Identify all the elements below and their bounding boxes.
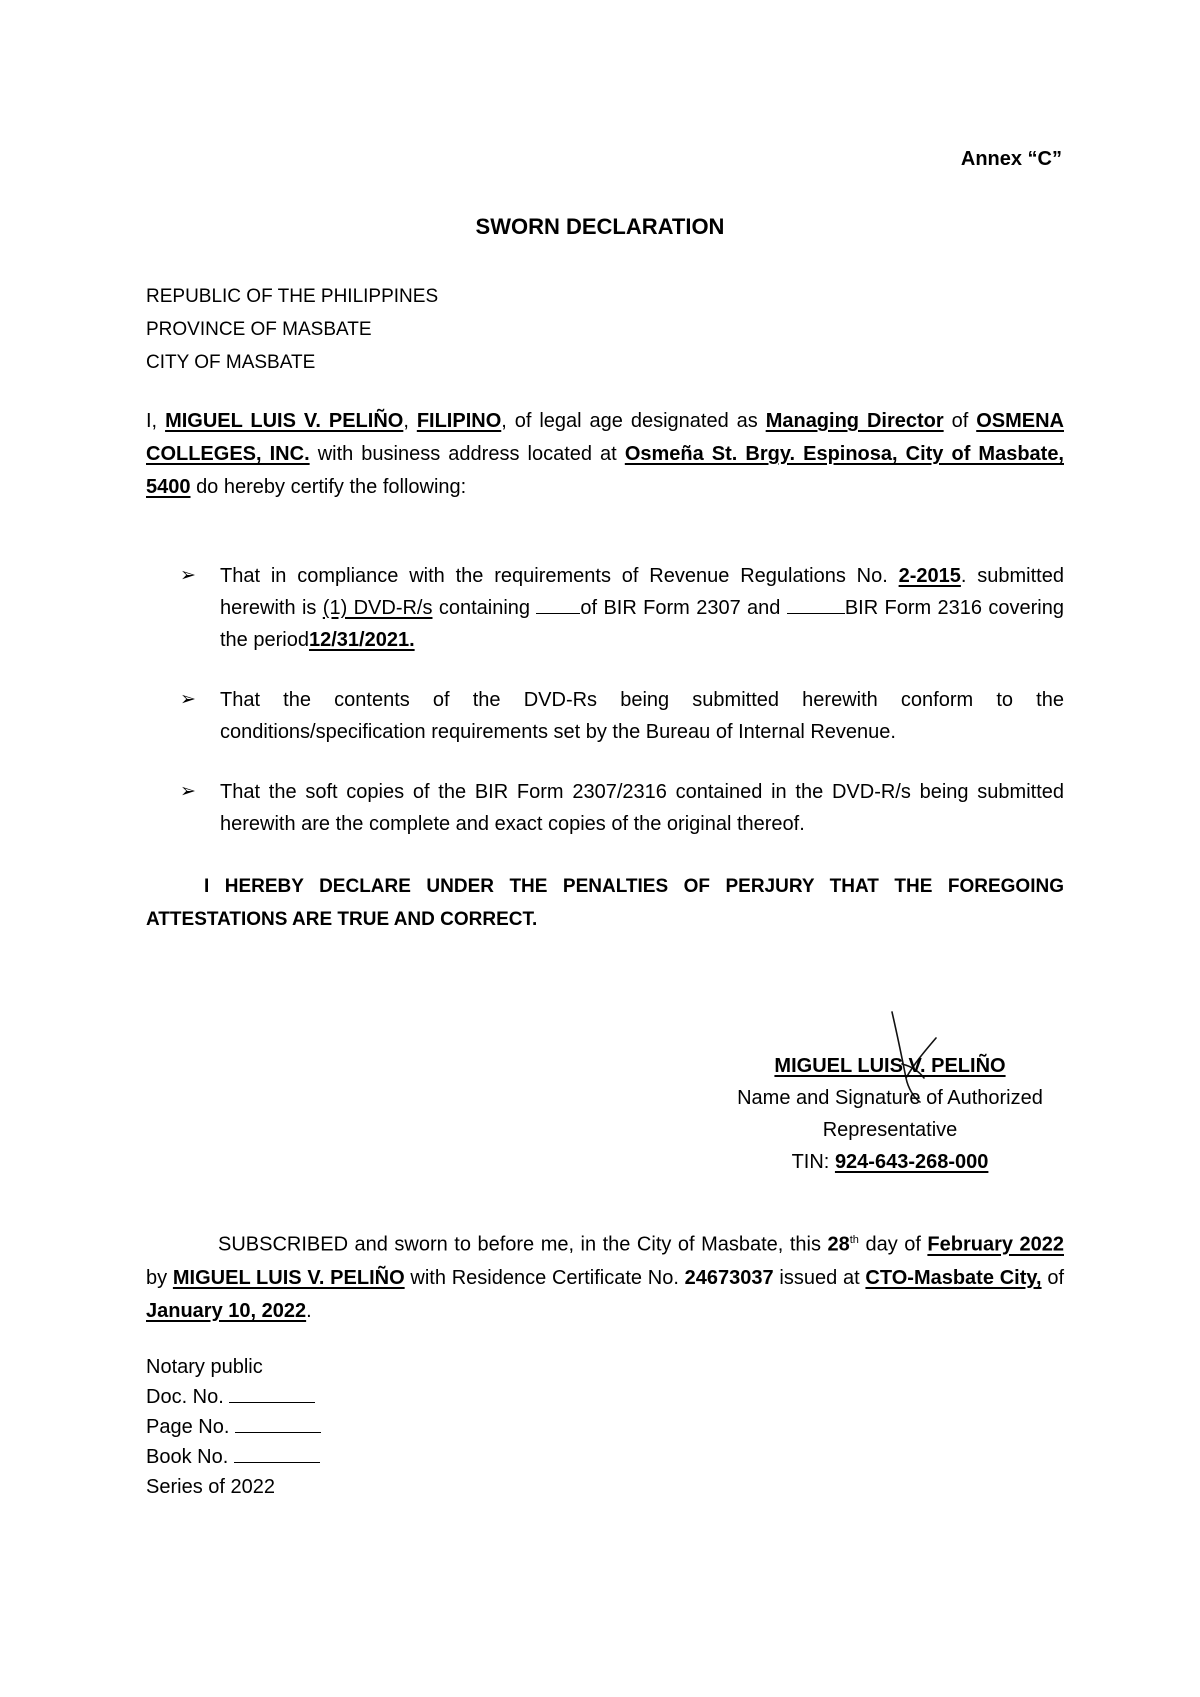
book-number-label: Book No. [146,1446,229,1468]
series-line: Series of 2022 [146,1476,275,1498]
bullet1-text-a: That in compliance with the requirements of Revenue Regulations No. [220,565,888,587]
tin-label: TIN: [791,1151,830,1173]
list-item [180,684,1064,748]
jurat-text-a: SUBSCRIBED and sworn to before me, in the City of Masbate, this [218,1233,821,1256]
tin-number: 924-643-268-000 [834,1151,989,1173]
document-title: SWORN DECLARATION [475,214,725,239]
bullet1-text-d: of BIR Form 2307 and [580,597,781,619]
bullet1-text-c: containing [438,597,531,619]
jurat-name: MIGUEL LUIS V. PELIÑO [172,1266,405,1289]
book-number-blank [234,1444,320,1463]
intro-text-4: do hereby certify the following: [196,476,467,498]
page-number-blank [235,1414,321,1433]
jurat-day-suffix: th [849,1234,859,1246]
jurat-day: 28 [827,1233,850,1256]
doc-number-line [146,1382,321,1412]
arrow-bullet-icon: ➢ [180,689,196,710]
intro-text-2: of [951,410,969,432]
business-address: Osmeña St. Brgy. Espinosa, City of Masbate, 5400 [146,443,1064,498]
certification-list [180,560,1064,868]
revenue-regulation-number: 2-2015 [898,565,961,587]
intro-text-3: with business address located at [317,443,617,465]
doc-number-blank [229,1384,315,1403]
residence-cert-number: 24673037 [684,1266,774,1289]
book-number-line [146,1442,321,1472]
jurat-text-c: by [146,1266,168,1289]
issue-place: CTO-Masbate City, [865,1266,1042,1289]
annex-label: Annex “C” [960,148,1062,170]
declarant-nationality: FILIPINO [416,410,502,432]
signature-caption-1: Name and Signature of Authorized [737,1087,1043,1109]
tin-line [680,1146,1100,1178]
doc-number-label: Doc. No. [146,1386,224,1408]
jurat-month: February 2022 [927,1233,1064,1256]
blank-2316-count [787,595,845,614]
signature-caption-2: Representative [822,1119,958,1141]
list-item [180,560,1064,656]
arrow-bullet-icon: ➢ [180,565,196,586]
jurat-paragraph [146,1224,1064,1328]
covered-period: 12/31/2021. [308,629,415,651]
venue-city: CITY OF MASBATE [146,352,316,373]
bullet2-text: That the contents of the DVD-Rs being submitted herewith conform to the conditions/specification requirements set by the Bureau of Internal Revenue. [220,689,1064,743]
intro-prefix: I, [146,410,158,432]
jurat-text-e: issued at [779,1266,860,1289]
arrow-bullet-icon: ➢ [180,781,196,802]
bullet1-text-b: . submitted herewith is [220,565,1064,619]
blank-2307-count [536,595,580,614]
company-name: OSMENA COLLEGES, INC. [146,410,1064,465]
jurat-text-f: of [1047,1266,1065,1289]
list-item [180,776,1064,840]
page-number-label: Page No. [146,1416,230,1438]
jurat-text-b: day of [865,1233,921,1256]
bullet3-text: That the soft copies of the BIR Form 2307/2316 contained in the DVD-R/s being submitted herewith are the complete and exact copies of the original thereof. [220,781,1064,835]
signatory-name: MIGUEL LUIS V. PELIÑO [774,1055,1006,1077]
venue-province: PROVINCE OF MASBATE [146,319,372,340]
intro-paragraph: I, MIGUEL LUIS V. PELIÑO, FILIPINO, of legal age designated as Managing Director of OSMENA COLLEGES, INC. with business address located at Osmeña St. Brgy. Espinosa, City of Masbate, 5400 do hereby certify the following: [146,410,1064,498]
declarant-position: Managing Director [765,410,944,432]
issue-date: January 10, 2022 [146,1299,307,1322]
jurat-text-d: with Residence Certificate No. [410,1266,679,1289]
notary-title: Notary public [146,1356,263,1378]
dvd-count: (1) DVD-R/s [322,597,433,619]
venue-block [146,280,438,379]
venue-republic: REPUBLIC OF THE PHILIPPINES [146,286,439,307]
jurat-text-g: . [306,1299,312,1322]
bullet1-text-e: BIR Form 2316 covering the period [220,597,1064,651]
perjury-declaration: I HEREBY DECLARE UNDER THE PENALTIES OF PERJURY THAT THE FOREGOING ATTESTATIONS ARE TRUE AND CORRECT. [146,876,1064,930]
intro-text-1: , of legal age designated as [501,410,758,432]
declarant-name: MIGUEL LUIS V. PELIÑO [165,410,404,432]
notary-block [146,1352,321,1502]
page-number-line [146,1412,321,1442]
signature-block [680,1050,1100,1178]
